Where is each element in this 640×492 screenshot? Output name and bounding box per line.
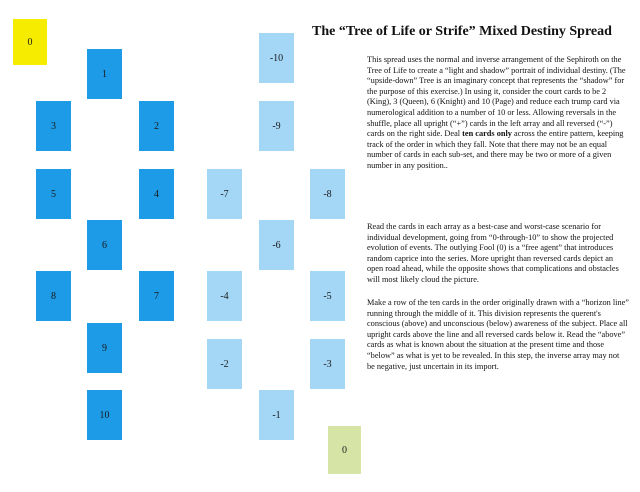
reversed-card-3[interactable] [310,339,345,389]
card-label: -7 [220,188,229,200]
card-label: 7 [154,290,159,302]
upright-card-2[interactable] [139,101,174,151]
card-label: 5 [51,188,56,200]
card-label: 4 [154,188,159,200]
fool-card-top[interactable] [13,19,47,65]
fool-card-bottom[interactable] [328,426,361,474]
upright-card-9[interactable] [87,323,122,373]
reversed-card-7[interactable] [207,169,242,219]
upright-card-1[interactable] [87,49,122,99]
card-label: 8 [51,290,56,302]
paragraph-text: This spread uses the normal and inverse arrangement of the Sephiroth on the Tree of Life to create a “light and shadow” portrait of individual destiny. (The “upside-down” Tree is an imaginary concept that represents the “shadow” for the purpose of this exercise.) In using it, consider the court cards to be 2 (King), 3 (Queen), 6 (Knight) and 10 (Page) and reduce each trump card via numerological addition to a number of 10 or less. Allowing reversals in the shuffle, place all upright (“+”) cards in the left array and all reversed (“-”) cards on the right side. Deal [367,55,626,139]
card-label: -6 [272,239,281,251]
card-label: 9 [102,342,107,354]
card-label: 3 [51,120,56,132]
card-label: -2 [220,358,229,370]
reversed-card-5[interactable] [310,271,345,321]
card-label: -8 [323,188,332,200]
emphasis-text: ten cards only [462,129,512,139]
reversed-card-8[interactable] [310,169,345,219]
upright-card-6[interactable] [87,220,122,270]
upright-card-4[interactable] [139,169,174,219]
card-label: -5 [323,290,332,302]
reversed-card-9[interactable] [259,101,294,151]
card-label: 1 [102,68,107,80]
card-label: -10 [269,52,284,64]
reversed-card-6[interactable] [259,220,294,270]
card-label: 0 [342,444,347,456]
reversed-card-1[interactable] [259,390,294,440]
upright-card-8[interactable] [36,271,71,321]
card-label: 0 [27,36,33,48]
card-label: -9 [272,120,281,132]
paragraph-text: across the entire pattern, keeping track of the order in which they fall. Note that there may not be an equal number of cards in each sub-set, and there may be two or more of a given number in any position.. [367,129,624,170]
upright-card-5[interactable] [36,169,71,219]
instructions-paragraph-2: Read the cards in each array as a best-case and worst-case scenario for individual development, going from “0-through-10” to show the projected evolution of events. The outlying Fool (0) is a “free agent” that introduces random caprice into the series. More upright than reversed cards depict an open road ahead, while the opposite shows that complications and obstacles will most likely cloud the picture. [367,222,619,284]
card-label: -1 [272,409,281,421]
card-label: -4 [220,290,229,302]
reversed-card-10[interactable] [259,33,294,83]
card-label: 6 [102,239,107,251]
upright-card-10[interactable] [87,390,122,440]
instructions-paragraph-3: Make a row of the ten cards in the order originally drawn with a “horizon line” running through the middle of it. This division represents the querent's conscious (above) and unconscious (below) awareness of the subject. Place all upright cards above the line and all reversed cards below it. Read the “above” cards as what is known about the situation at the present time and those “below” as what is yet to be revealed. In this step, the inverse array may not be negative, just uncertain in its import. [367,298,629,371]
instructions-paragraph-1 [367,55,629,172]
card-label: -3 [323,358,332,370]
upright-card-7[interactable] [139,271,174,321]
card-label: 2 [154,120,159,132]
page-title: The “Tree of Life or Strife” Mixed Destiny Spread [312,24,612,39]
reversed-card-4[interactable] [207,271,242,321]
reversed-card-2[interactable] [207,339,242,389]
card-label: 10 [99,409,110,421]
upright-card-3[interactable] [36,101,71,151]
